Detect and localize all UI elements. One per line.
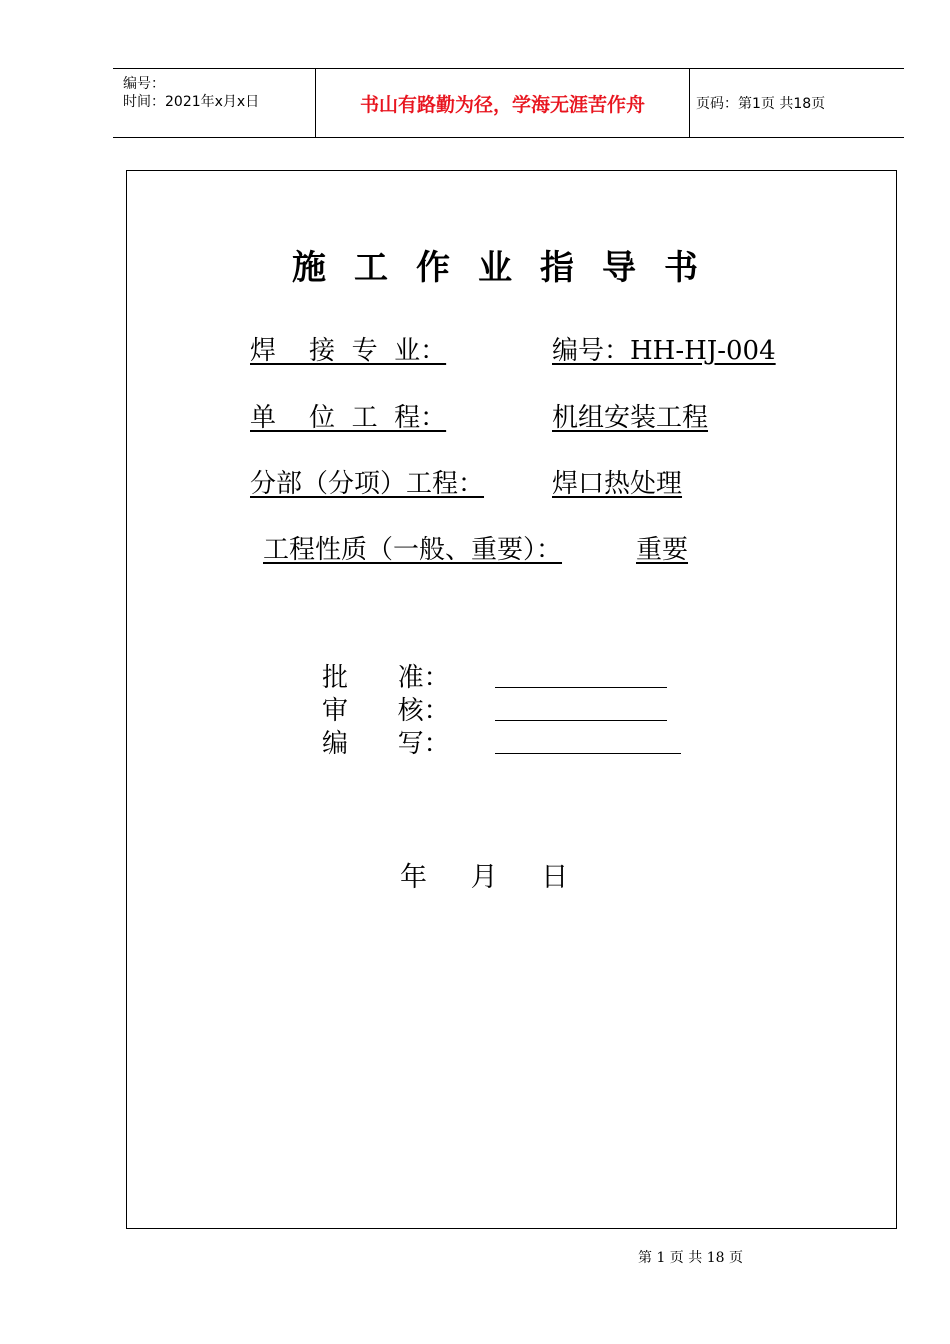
project-nature-label: 工程性质（一般、重要）：: [263, 535, 563, 565]
review-signature-line: [495, 720, 667, 721]
project-nature-value: 重要: [636, 535, 689, 565]
approve-signature-line: [495, 687, 667, 688]
approve-label: 批 准：: [322, 663, 450, 693]
welding-specialty-label: 焊 接 专 业：: [250, 336, 447, 366]
date-year: 年: [400, 862, 427, 893]
date-month: 月: [470, 862, 498, 893]
sub-project-value: 焊口热处理: [552, 469, 683, 499]
unit-project-label: 单 位 工 程：: [250, 403, 447, 433]
unit-project-value: 机组安装工程: [552, 403, 709, 433]
document-frame: [126, 170, 897, 1229]
motto-text: 书山有路勤为径，学海无涯苦作舟: [316, 69, 690, 137]
document-number: 编号：HH-HJ-004: [552, 336, 776, 366]
page-info: 页码：第1页 共18页: [696, 96, 826, 112]
time-label: 时间：2021年x月x日: [123, 94, 260, 110]
review-label: 审 核：: [322, 696, 450, 726]
date-line: [400, 855, 603, 894]
write-signature-line: [495, 753, 681, 754]
sub-project-label: 分部（分项）工程：: [250, 469, 485, 499]
date-day: 日: [541, 862, 569, 893]
write-label: 编 写：: [322, 729, 450, 759]
page-header: [113, 68, 904, 138]
code-label: 编号：: [123, 76, 165, 92]
document-title: 施工作业指导书: [292, 248, 726, 288]
page-footer: 第 1 页 共 18 页: [638, 1250, 743, 1266]
header-meta-cell: [113, 69, 316, 137]
